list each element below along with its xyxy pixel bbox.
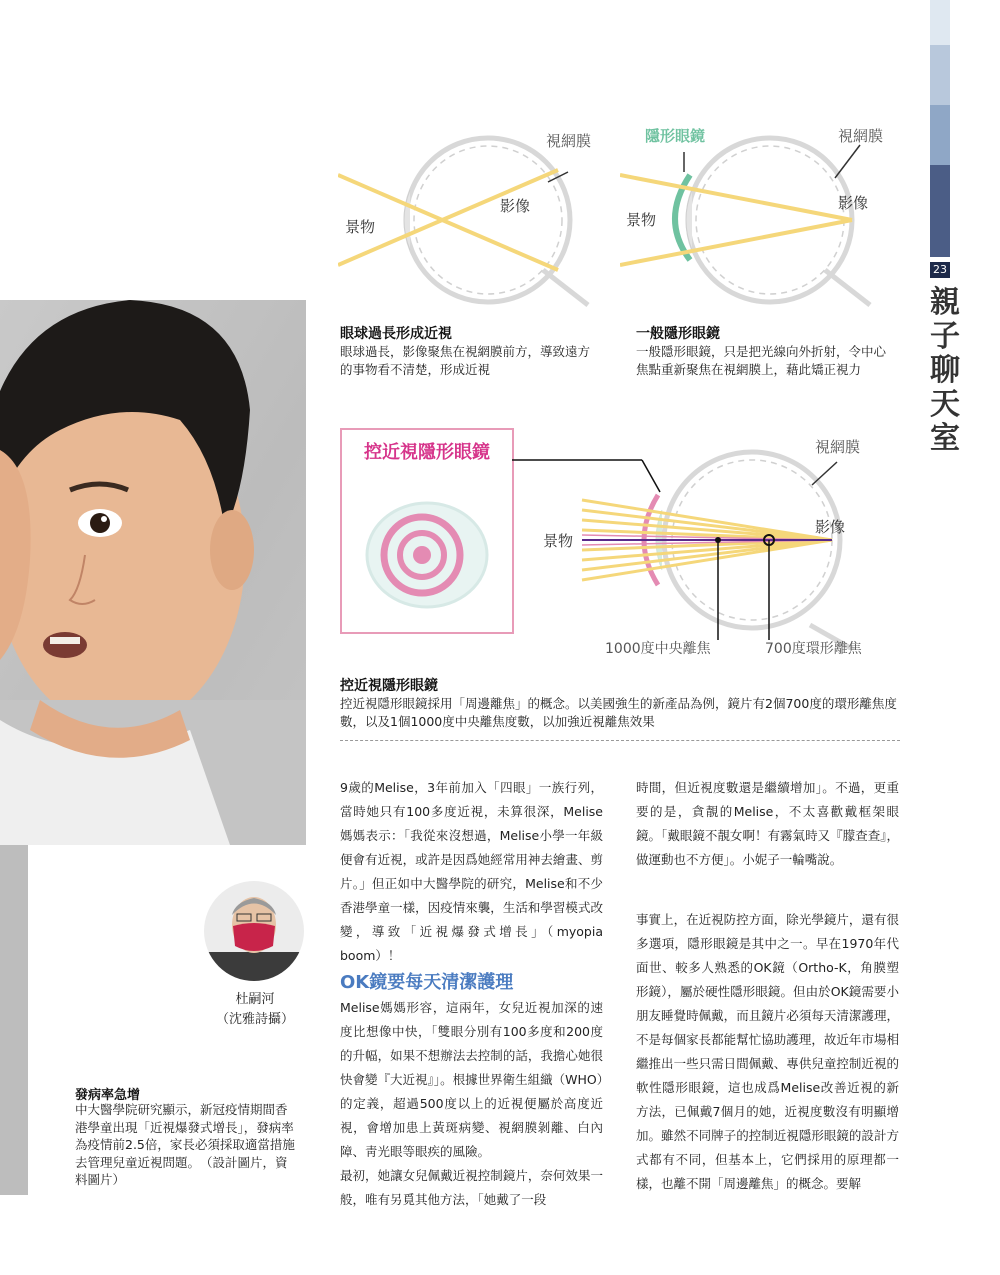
- section-subhead: OK鏡要每天清潔護理: [340, 972, 514, 993]
- article-col1-para1: 9歲的Melise，3年前加入「四眼」一族行列，當時她只有100多度近視，未算很深，Melise媽媽表示：「我從來沒想過，Melise小學一年級便會有近視，或許是因爲她經常用神去繪畫、剪片。」但正如中大醫學院的研究，Melise和不少香港學童一樣，因疫情來襲，生活和學習模式改變，導致「近視爆發式增長」（myopia boom）！: [340, 780, 603, 963]
- central-defocus-label: 1000度中央離焦: [605, 641, 711, 657]
- column-title: 親 子 聊 天 室: [930, 285, 960, 456]
- article-col2-para2: 事實上，在近視防控方面，除光學鏡片，還有很多選項，隱形眼鏡是其中之一。早在1970年代面世、較多人熟悉的OK鏡（Ortho-K，角膜塑形鏡），屬於硬性隱形眼鏡。但由於OK鏡需要小朋友睡覺時佩戴，而且鏡片必須每天清潔護理，不是每個家長都能幫忙協助護理，故近年市場相繼推出一些只需日間佩戴、專供兒童控制近視的軟性隱形眼鏡，這也成爲Melise改善近視的新方法，已佩戴7個月的她，近視度數沒有明顯增加。雖然不同牌子的控制近視隱形眼鏡的設計方式都有不同，但基本上，它們採用的原理都一樣，也離不開「周邊離焦」的概念。要解: [636, 912, 899, 1191]
- article-col1-para2: Melise媽媽形容，這兩年，女兒近視加深的速度比想像中快，「雙眼分別有100多度和200度的升幅，如果不想辦法去控制的話，我擔心她很快會變『大近視』」。根據世界衛生組織（WHO）的定義，超過500度以上的近視便屬於高度近視，會增加患上黃斑病變、視網膜剝離、白內障、靑光眼等眼疾的風險。 最初，她讓女兒佩戴近視控制鏡片，奈何效果一般，唯有另覓其他方法，「她戴了一段: [340, 1000, 603, 1207]
- divider: [340, 740, 900, 741]
- box-title: 控近視隱形眼鏡: [364, 442, 490, 463]
- edge-tab-2: [930, 45, 950, 105]
- portrait-caption: 杜嗣河 （沈雅詩攝）: [215, 992, 294, 1027]
- diagram1-caption-title: 眼球過長形成近視: [340, 326, 452, 342]
- diagram3-object-label: 景物: [543, 532, 574, 550]
- diagram3-caption-body: 控近視隱形眼鏡採用「周邊離焦」的概念。以美國強生的新產品為例，鏡片有2個700度的環形離焦度數，以及1個1000度中央離焦度數，以加強近視離焦效果: [340, 696, 897, 729]
- diagram2-object-label: 景物: [626, 211, 657, 229]
- diagram1-object-label: 景物: [345, 218, 376, 236]
- edge-tab-3: [930, 105, 950, 165]
- diagram1-caption-body: 眼球過長，影像聚焦在視網膜前方，導致遠方的事物看不清楚，形成近視: [340, 344, 591, 377]
- diagram1-retina-label: 視網膜: [546, 132, 592, 150]
- edge-tab-4: [930, 165, 950, 257]
- page-number: 23: [930, 262, 950, 278]
- diagram2-caption-body: 一般隱形眼鏡，只是把光線向外折射，令中心焦點重新聚焦在視網膜上，藉此矯正視力: [636, 344, 887, 377]
- diagram2-retina-label: 視網膜: [838, 127, 884, 145]
- diagram2-lens-label: 隱形眼鏡: [645, 127, 706, 145]
- diagram2-caption-title: 一般隱形眼鏡: [636, 326, 720, 342]
- diagram3-image-label: 影像: [815, 518, 846, 536]
- boy-photo: [0, 300, 306, 845]
- diagram3-retina-label: 視網膜: [815, 438, 861, 456]
- diagram3-caption-title: 控近視隱形眼鏡: [340, 678, 438, 694]
- edge-tab-1: [930, 0, 950, 45]
- sidebar-body: 中大醫學院研究顯示，新冠疫情期間香港學童出現「近視爆發式增長」，發病率為疫情前2.5倍，家長必須採取適當措施去管理兒童近視問題。 （設計圖片，資料圖片）: [75, 1102, 295, 1187]
- myopia-control-lens-box: [340, 428, 514, 634]
- diagram1-image-label: 影像: [500, 197, 531, 215]
- sidebar-title: 發病率急增: [75, 1088, 141, 1103]
- contact-lens-eye-diagram: [620, 120, 890, 310]
- article-col2-para1: 時間，但近視度數還是繼續增加」。不過，更重要的是，貪靚的Melise，不太喜歡戴框架眼鏡。「戴眼鏡不靚女啊！有霧氣時又『朦查查』，做運動也不方便」。小妮子一輪嘴說。: [636, 780, 899, 867]
- diagram2-image-label: 影像: [838, 194, 869, 212]
- lens-icon: [352, 475, 502, 625]
- photo-strip: [0, 845, 28, 1195]
- ring-defocus-label: 700度環形離焦: [765, 641, 862, 657]
- portrait-photo: [203, 880, 305, 982]
